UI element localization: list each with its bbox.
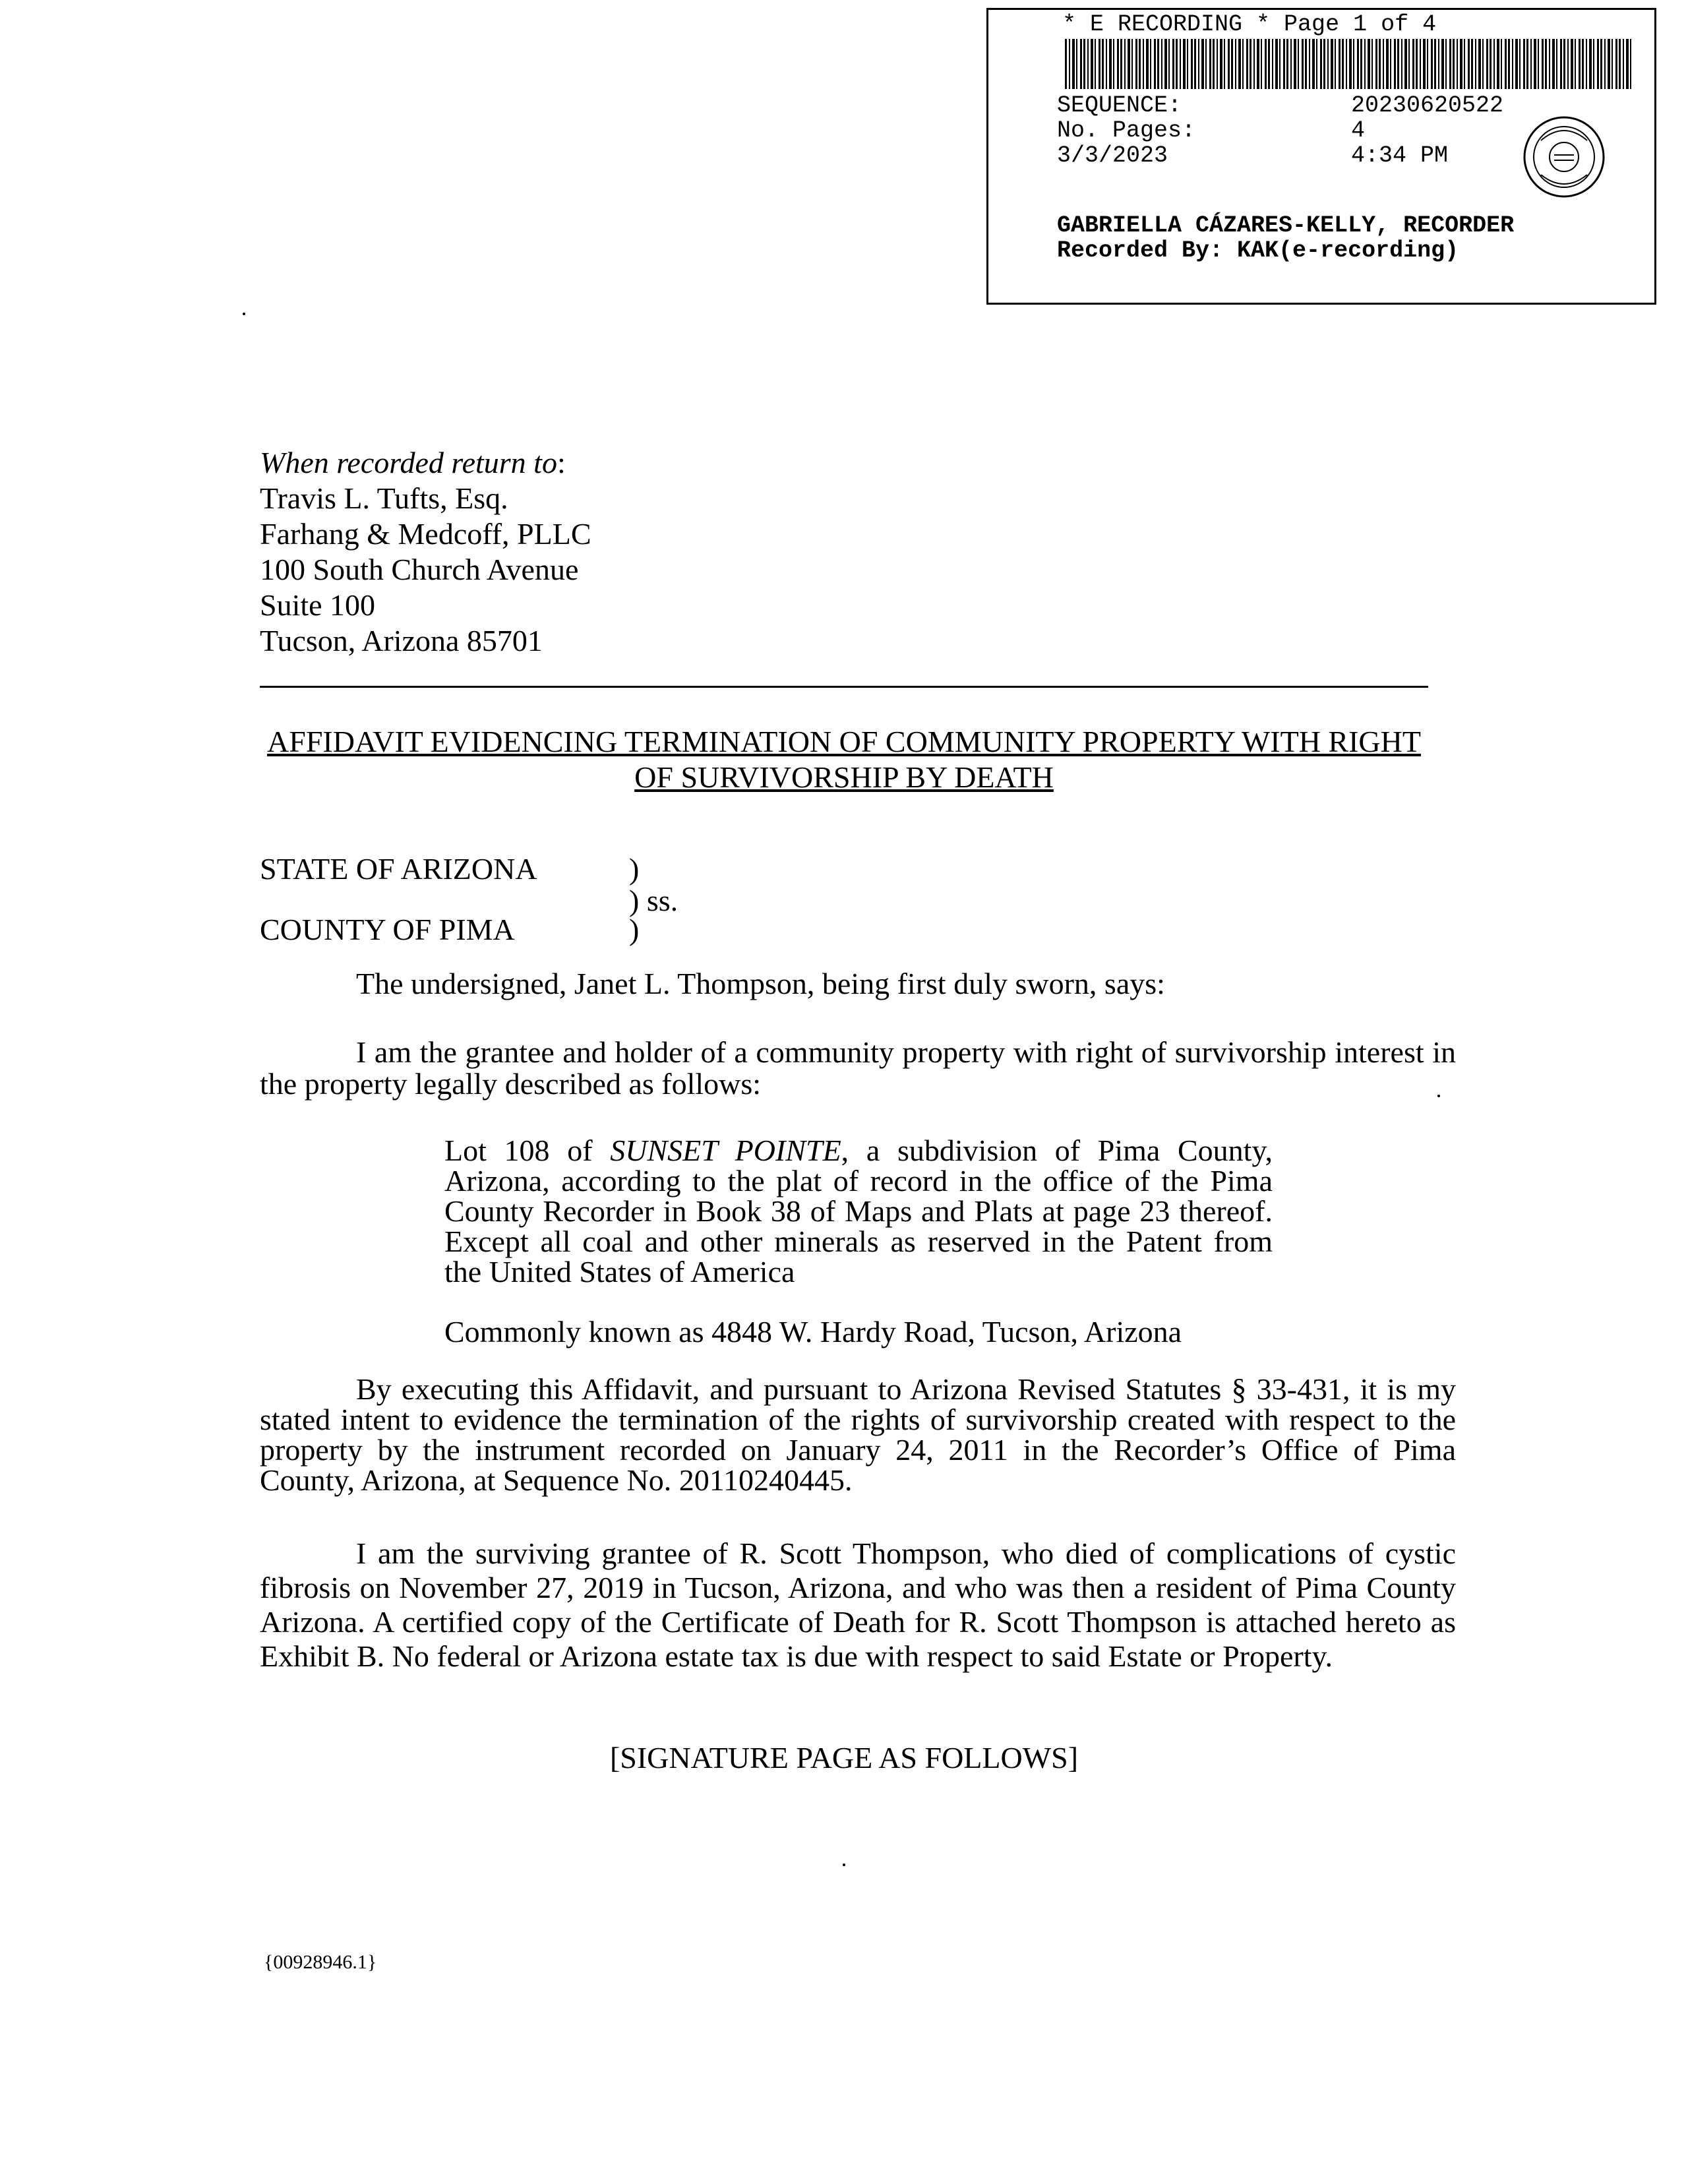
paragraph-line: fibrosis on November 27, 2019 in Tucson, Arizona, and who was then a resident of Pima County: [260, 1571, 1456, 1604]
legal-line: Except all coal and other minerals as reserved in the Patent from: [444, 1225, 1273, 1258]
scan-speck: [1437, 1095, 1440, 1097]
stamp-recorder: GABRIELLA CÁZARES-KELLY, RECORDER: [1057, 212, 1515, 239]
recording-stamp: [986, 8, 1656, 305]
return-to-label: When recorded return to:: [260, 446, 566, 479]
stamp-recorded-by: Recorded By: KAK(e-recording): [1057, 237, 1459, 264]
venue-paren-ss: ) ss.: [629, 884, 678, 917]
paragraph-line: I am the surviving grantee of R. Scott Thompson, who died of complications of cystic: [356, 1536, 1456, 1570]
return-line-firm: Farhang & Medcoff, PLLC: [260, 517, 591, 551]
legal-line: Arizona, according to the plat of record in the office of the Pima: [444, 1164, 1273, 1198]
legal-line: the United States of America: [444, 1255, 795, 1289]
paragraph-line: the property legally described as follows:: [260, 1067, 762, 1101]
common-address: Commonly known as 4848 W. Hardy Road, Tucson, Arizona: [444, 1315, 1182, 1349]
paragraph-line: Arizona. A certified copy of the Certificate of Death for R. Scott Thompson is attached hereto as: [260, 1605, 1456, 1639]
venue-state: STATE OF ARIZONA: [260, 852, 537, 886]
paragraph-line: Exhibit B. No federal or Arizona estate tax is due with respect to said Estate or Property.: [260, 1639, 1333, 1673]
stamp-pages-value: 4: [1351, 117, 1366, 144]
stamp-time: 4:34 PM: [1351, 142, 1449, 169]
stamp-sequence-value: 20230620522: [1351, 92, 1504, 119]
document-title-line2: OF SURVIVORSHIP BY DEATH: [634, 760, 1054, 794]
venue-county: COUNTY OF PIMA: [260, 913, 515, 946]
legal-description: [444, 1136, 1273, 1287]
scan-speck: [243, 313, 245, 315]
paragraph-interest: [260, 1037, 1456, 1100]
paragraph-line: property by the instrument recorded on January 24, 2011 in the Recorder’s Office of Pima: [260, 1433, 1456, 1467]
paragraph-line: By executing this Affidavit, and pursuant to Arizona Revised Statutes § 33-431, it is my: [356, 1372, 1456, 1406]
document-id: {00928946.1}: [264, 1951, 377, 1973]
stamp-sequence-label: SEQUENCE:: [1057, 92, 1182, 119]
scan-speck: [843, 1864, 845, 1866]
return-line-street: 100 South Church Avenue: [260, 553, 579, 586]
paragraph-line: stated intent to evidence the termination of the rights of survivorship created with respect to the: [260, 1403, 1456, 1436]
legal-line: Lot 108 of SUNSET POINTE, a subdivision of Pima County,: [444, 1134, 1273, 1167]
return-line-city: Tucson, Arizona 85701: [260, 624, 543, 657]
document-title-line1: AFFIDAVIT EVIDENCING TERMINATION OF COMMUNITY PROPERTY WITH RIGHT: [267, 725, 1421, 758]
paragraph-decedent: [260, 1536, 1456, 1674]
return-line-name: Travis L. Tufts, Esq.: [260, 481, 508, 515]
paragraph-line: County, Arizona, at Sequence No. 20110240445.: [260, 1463, 853, 1497]
county-seal-icon: [1521, 114, 1607, 200]
stamp-pages-label: No. Pages:: [1057, 117, 1196, 144]
stamp-header: * E RECORDING * Page 1 of 4: [1062, 11, 1437, 38]
venue-paren-3: ): [629, 913, 640, 946]
barcode: [1065, 39, 1632, 89]
separator-rule: [260, 686, 1428, 688]
stamp-date: 3/3/2023: [1057, 142, 1168, 169]
venue-paren-1: ): [629, 852, 640, 886]
paragraph-line: I am the grantee and holder of a community property with right of survivorship interest in: [356, 1035, 1456, 1069]
paragraph-statute: [260, 1374, 1456, 1496]
signature-page-note: [SIGNATURE PAGE AS FOLLOWS]: [609, 1741, 1079, 1774]
legal-line: County Recorder in Book 38 of Maps and Plats at page 23 thereof.: [444, 1194, 1273, 1228]
intro-sentence: The undersigned, Janet L. Thompson, being first duly sworn, says:: [356, 967, 1165, 1000]
return-line-suite: Suite 100: [260, 588, 376, 622]
